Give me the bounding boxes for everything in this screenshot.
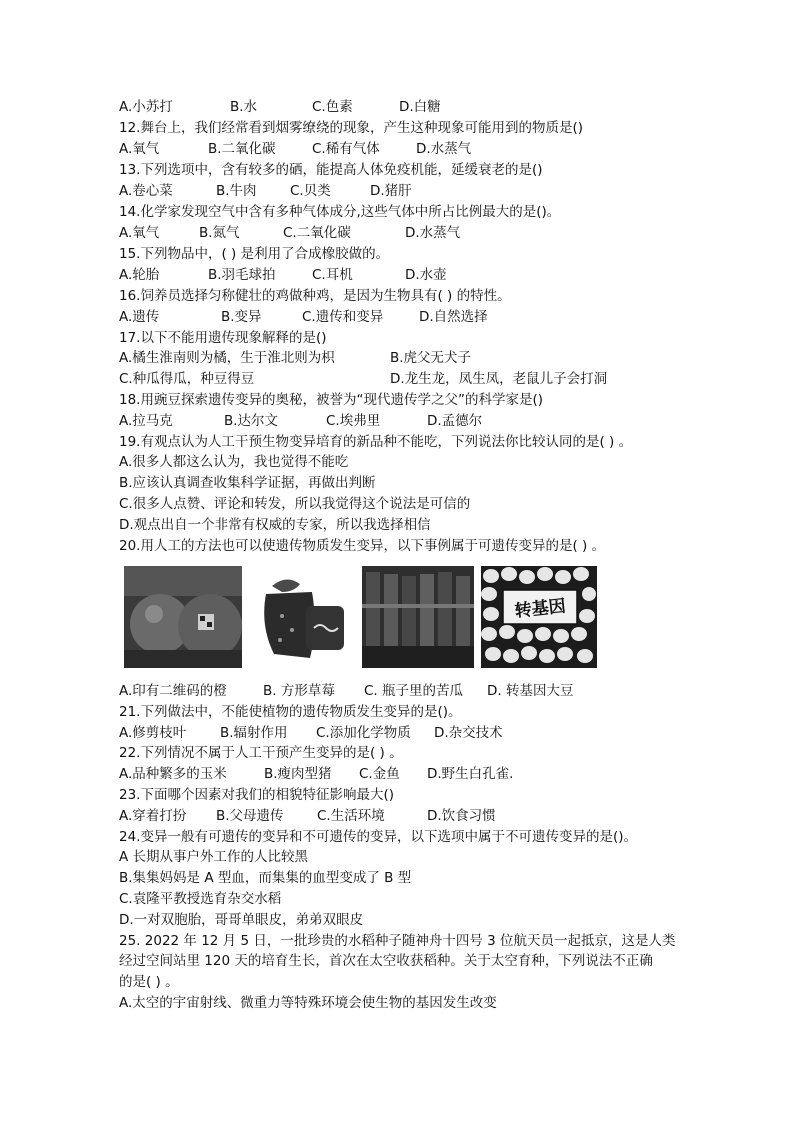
option-c[interactable]: C.金鱼	[359, 766, 400, 782]
q24-option-d[interactable]: D.一对双胞胎，哥哥单眼皮，弟弟双眼皮	[119, 912, 364, 928]
option-b[interactable]: B.水	[230, 99, 258, 115]
question-14: 14.化学家发现空气中含有多种气体成分,这些气体中所占比例最大的是()。	[119, 204, 561, 220]
option-a[interactable]: A.遗传	[119, 309, 160, 325]
question-20: 20.用人工的方法也可以使遗传物质发生变异，以下事例属于可遗传变异的是( ) 。	[119, 538, 606, 554]
option-a[interactable]: A.氧气	[119, 225, 160, 241]
question-23: 23.下面哪个因素对我们的相貌特征影响最大()	[119, 787, 395, 803]
q25-option-a[interactable]: A.太空的宇宙射线、微重力等特殊环境会使生物的基因发生改变	[119, 995, 497, 1011]
option-d[interactable]: D. 转基因大豆	[487, 683, 574, 699]
option-a[interactable]: A.穿着打扮	[119, 808, 187, 824]
option-c[interactable]: C.色素	[312, 99, 353, 115]
bottled-bitter-melon-photo	[362, 566, 474, 668]
question-25-line-2: 经过空间站里 120 天的培育生长，首次在太空收获稻种。关于太空育种，下列说法不正确	[119, 953, 653, 969]
option-b[interactable]: B.达尔文	[224, 413, 279, 429]
option-c[interactable]: C.遗传和变异	[302, 309, 384, 325]
option-a[interactable]: A.印有二维码的橙	[119, 683, 227, 699]
question-15: 15.下列物品中，( ) 是利用了合成橡胶做的。	[119, 246, 390, 262]
question-24: 24.变异一般有可遗传的变异和不可遗传的变异，以下选项中属于不可遗传变异的是()。	[119, 829, 638, 845]
square-strawberry-photo	[252, 566, 350, 668]
option-c[interactable]: C.二氧化碳	[283, 225, 351, 241]
qr-orange-photo	[124, 566, 242, 668]
option-c[interactable]: C.贝类	[290, 183, 331, 199]
q20-photo-row	[124, 566, 604, 670]
option-c[interactable]: C.埃弗里	[326, 413, 381, 429]
option-b[interactable]: B.二氧化碳	[208, 141, 276, 157]
option-c[interactable]: C.稀有气体	[312, 141, 380, 157]
question-18: 18.用豌豆探索遗传变异的奥秘，被誉为“现代遗传学之父”的科学家是()	[119, 392, 543, 408]
question-25-line-3: 的是( ) 。	[119, 974, 179, 990]
question-12: 12.舞台上，我们经常看到烟雾缭绕的现象，产生这种现象可能用到的物质是()	[119, 120, 584, 136]
question-16: 16.饲养员选择匀称健壮的鸡做种鸡，是因为生物具有( ) 的特性。	[119, 288, 511, 304]
option-b[interactable]: B.父母遗传	[216, 808, 284, 824]
q19-option-c[interactable]: C.很多人点赞、评论和转发，所以我觉得这个说法是可信的	[119, 496, 471, 512]
question-25-line-1: 25. 2022 年 12 月 5 日，一批珍贵的水稻种子随神舟十四号 3 位航天员一起抵京，这是人类	[119, 933, 676, 949]
option-d[interactable]: D.孟德尔	[427, 413, 483, 429]
option-c[interactable]: C.生活环境	[317, 808, 385, 824]
option-b[interactable]: B.辐射作用	[220, 725, 288, 741]
question-13: 13.下列选项中，含有较多的硒，能提高人体免疫机能，延缓衰老的是()	[119, 162, 543, 178]
option-c[interactable]: C.种瓜得瓜，种豆得豆	[119, 371, 255, 387]
question-22: 22.下列情况不属于人工干预产生变异的是( ) 。	[119, 745, 403, 761]
q24-option-a[interactable]: A 长期从事户外工作的人比较黑	[119, 849, 309, 865]
soybean-label: 转基因	[513, 596, 567, 622]
option-c[interactable]: C.添加化学物质	[316, 725, 411, 741]
gm-soybean-photo	[481, 566, 597, 668]
option-a[interactable]: A.卷心菜	[119, 183, 173, 199]
q19-option-b[interactable]: B.应该认真调查收集科学证据，再做出判断	[119, 475, 376, 491]
option-d[interactable]: D.水蒸气	[405, 225, 461, 241]
option-a[interactable]: A.修剪枝叶	[119, 725, 187, 741]
option-a[interactable]: A.小苏打	[119, 99, 173, 115]
q19-option-d[interactable]: D.观点出自一个非常有权威的专家，所以我选择相信	[119, 517, 431, 533]
question-17: 17.以下不能用遗传现象解释的是()	[119, 330, 327, 346]
question-19: 19.有观点认为人工干预生物变异培育的新品种不能吃，下列说法你比较认同的是( ) 。	[119, 434, 633, 450]
option-a[interactable]: A.轮胎	[119, 267, 160, 283]
q19-option-a[interactable]: A.很多人都这么认为，我也觉得不能吃	[119, 454, 349, 470]
option-b[interactable]: B.牛肉	[216, 183, 257, 199]
option-c[interactable]: C. 瓶子里的苦瓜	[364, 683, 464, 699]
option-d[interactable]: D.猪肝	[370, 183, 412, 199]
option-d[interactable]: D.白糖	[399, 99, 441, 115]
option-b[interactable]: B.氮气	[199, 225, 240, 241]
option-d[interactable]: D.杂交技术	[434, 725, 503, 741]
option-d[interactable]: D.龙生龙，凤生凤，老鼠儿子会打洞	[390, 371, 608, 387]
option-a[interactable]: A.品种繁多的玉米	[119, 766, 227, 782]
option-b[interactable]: B.虎父无犬子	[390, 350, 472, 366]
q24-option-b[interactable]: B.集集妈妈是 A 型血，而集集的血型变成了 B 型	[119, 870, 412, 886]
option-d[interactable]: D.水壶	[405, 267, 447, 283]
option-a[interactable]: A.拉马克	[119, 413, 173, 429]
option-d[interactable]: D.饮食习惯	[427, 808, 496, 824]
question-21: 21.下列做法中，不能使植物的遗传物质发生变异的是()。	[119, 704, 462, 720]
option-a[interactable]: A.橘生淮南则为橘，生于淮北则为枳	[119, 350, 335, 366]
option-d[interactable]: D.自然选择	[419, 309, 488, 325]
option-b[interactable]: B.羽毛球拍	[208, 267, 276, 283]
option-b[interactable]: B.瘦肉型猪	[264, 766, 332, 782]
q24-option-c[interactable]: C.袁隆平教授选育杂交水稻	[119, 891, 282, 907]
option-a[interactable]: A.氧气	[119, 141, 160, 157]
option-b[interactable]: B.变异	[221, 309, 262, 325]
option-d[interactable]: D.野生白孔雀.	[427, 766, 514, 782]
option-d[interactable]: D.水蒸气	[416, 141, 472, 157]
option-c[interactable]: C.耳机	[312, 267, 353, 283]
option-b[interactable]: B. 方形草莓	[263, 683, 335, 699]
